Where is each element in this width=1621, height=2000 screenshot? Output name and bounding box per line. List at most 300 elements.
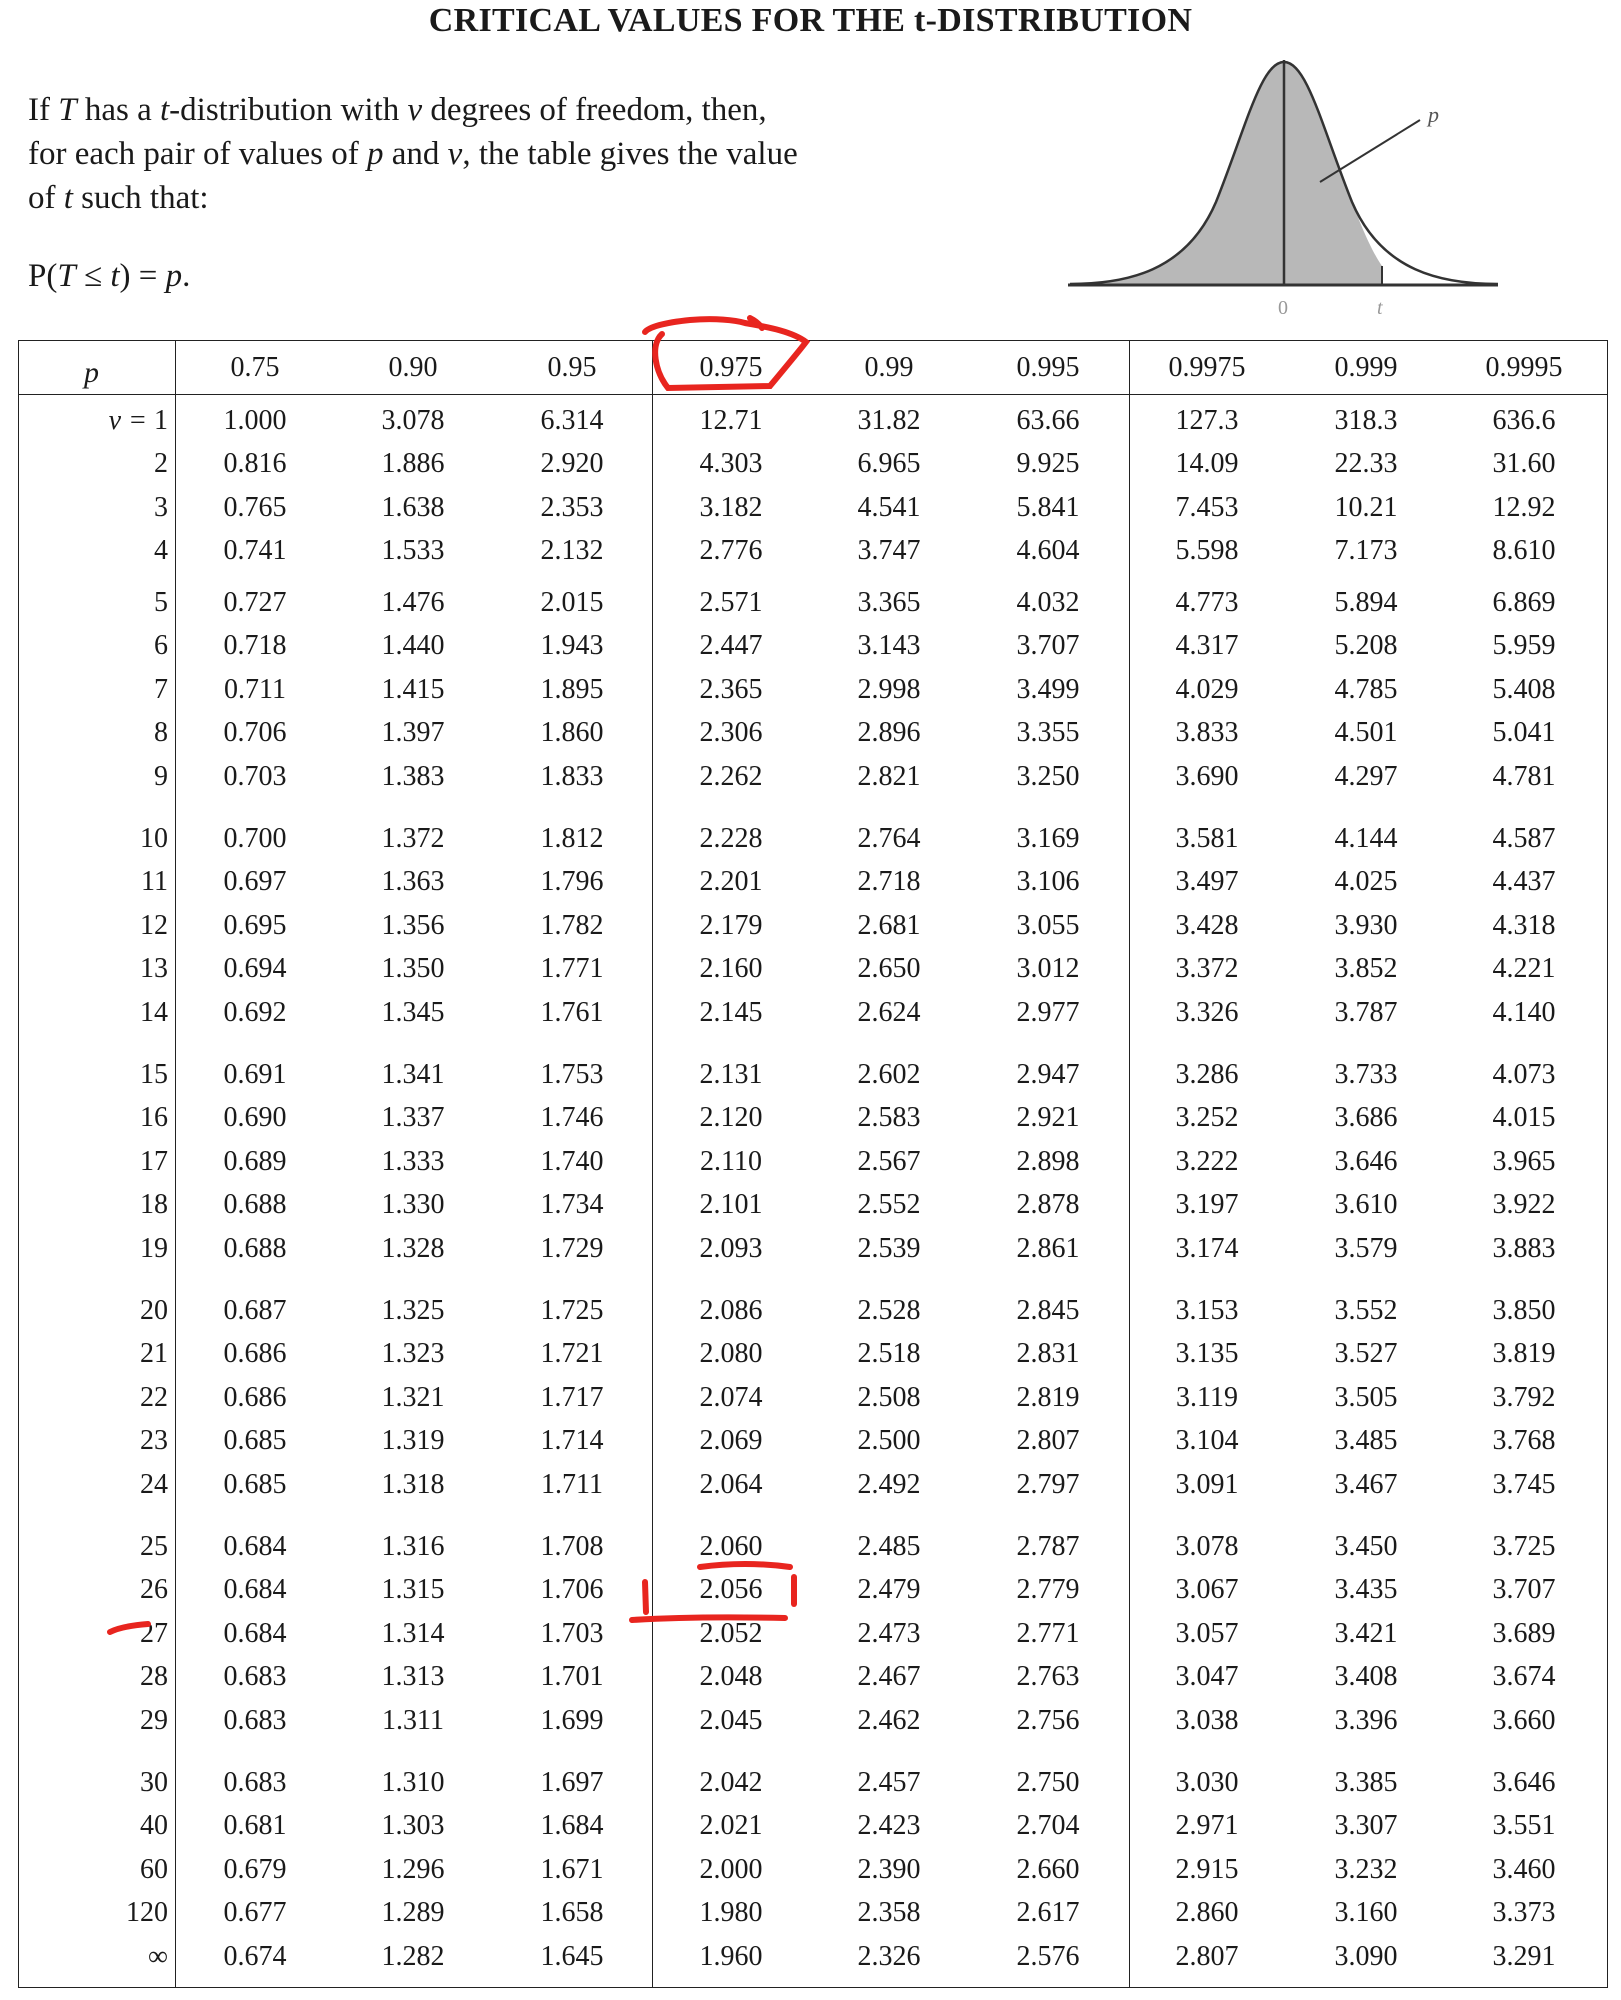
table-cell: 1.316	[381, 1531, 445, 1562]
table-cell: 3.460	[1492, 1853, 1556, 1885]
table-cell: 3.012	[1016, 953, 1080, 985]
table-cell: 0.683	[223, 1704, 287, 1736]
table-cell: 3.372	[1175, 953, 1239, 985]
table-cell: 4.773	[1175, 587, 1239, 618]
table-cell: 2.358	[857, 1897, 921, 1929]
table-cell: 4.604	[1016, 535, 1080, 567]
nu-value: 120	[126, 1897, 168, 1929]
label-t: t	[1377, 297, 1383, 319]
nu-label	[40, 630, 168, 662]
nu-label	[40, 1469, 168, 1501]
table-cell: 3.250	[1016, 760, 1080, 792]
table-cell: 2.571	[699, 587, 763, 618]
table-cell: 2.306	[699, 717, 763, 749]
nu-value: 5	[154, 587, 168, 618]
table-cell: 1.895	[540, 673, 604, 705]
table-cell: 0.685	[223, 1425, 287, 1457]
table-cell: 2.479	[857, 1574, 921, 1606]
table-cell: 12.71	[699, 405, 763, 436]
intro-line-2: for each pair of values of p and ν, the table gives the value	[28, 136, 798, 172]
table-cell: 1.296	[381, 1853, 445, 1885]
probability-formula: P(T ≤ t) = p.	[28, 258, 191, 294]
nu-label	[40, 1059, 168, 1091]
table-cell: 2.069	[699, 1425, 763, 1457]
table-cell: 0.691	[223, 1059, 287, 1090]
nu-label	[40, 1338, 168, 1370]
nu-label	[40, 761, 168, 793]
column-group-divider-1	[652, 340, 653, 1988]
table-cell: 1.860	[540, 717, 604, 749]
table-cell: 2.771	[1016, 1617, 1080, 1649]
table-cell: 4.501	[1334, 717, 1398, 749]
table-cell: 1.372	[381, 823, 445, 854]
table-cell: 3.174	[1175, 1232, 1239, 1264]
nu-value: 21	[140, 1338, 168, 1370]
table-cell: 2.485	[857, 1531, 921, 1562]
table-cell: 1.397	[381, 717, 445, 749]
table-cell: 22.33	[1334, 448, 1398, 480]
nu-prefix: ν =	[108, 405, 154, 436]
nu-value: 1	[154, 405, 168, 436]
table-cell: 2.086	[699, 1295, 763, 1326]
nu-value: 60	[140, 1853, 168, 1885]
nu-value: 2	[154, 448, 168, 480]
table-cell: 1.684	[540, 1810, 604, 1842]
intro-line-3: of t such that:	[28, 180, 209, 216]
table-cell: 1.725	[540, 1295, 604, 1326]
table-cell: 3.030	[1175, 1767, 1239, 1798]
table-cell: 0.816	[223, 448, 287, 480]
table-cell: 3.610	[1334, 1189, 1398, 1221]
table-cell: 1.311	[382, 1704, 444, 1736]
table-cell: 3.182	[699, 491, 763, 523]
table-cell: 3.527	[1334, 1338, 1398, 1370]
table-cell: 1.833	[540, 760, 604, 792]
table-cell: 3.373	[1492, 1897, 1556, 1929]
nu-value: 3	[154, 491, 168, 523]
table-cell: 0.686	[223, 1381, 287, 1413]
table-cell: 1.703	[540, 1617, 604, 1649]
table-cell: 318.3	[1334, 405, 1398, 436]
nu-value: 10	[140, 823, 168, 854]
table-cell: 0.689	[223, 1145, 287, 1177]
table-cell: 3.067	[1175, 1574, 1239, 1606]
nu-value: 12	[140, 909, 168, 941]
table-cell: 14.09	[1175, 448, 1239, 480]
table-cell: 0.727	[223, 587, 287, 618]
header-divider	[18, 394, 1608, 395]
table-cell: 0.683	[223, 1767, 287, 1798]
table-cell: 3.160	[1334, 1897, 1398, 1929]
table-cell: 2.508	[857, 1381, 921, 1413]
table-cell: 2.064	[699, 1468, 763, 1500]
table-cell: 3.485	[1334, 1425, 1398, 1457]
p-value-header: 0.9975	[1168, 352, 1246, 383]
table-cell: 2.353	[540, 491, 604, 523]
table-cell: 2.624	[857, 996, 921, 1028]
p-value-header: 0.995	[1016, 352, 1080, 383]
table-cell: 0.718	[223, 630, 287, 662]
nu-value: 7	[154, 673, 168, 705]
table-cell: 2.896	[857, 717, 921, 749]
table-cell: 2.776	[699, 535, 763, 567]
table-cell: 2.074	[699, 1381, 763, 1413]
nu-label	[40, 1531, 168, 1563]
table-cell: 0.703	[223, 760, 287, 792]
table-cell: 2.201	[699, 866, 763, 898]
table-cell: 2.423	[857, 1810, 921, 1842]
table-cell: 3.467	[1334, 1468, 1398, 1500]
nu-value: 24	[140, 1468, 168, 1500]
table-cell: 2.101	[699, 1189, 763, 1221]
table-cell: 3.286	[1175, 1059, 1239, 1090]
table-cell: 1.701	[540, 1661, 604, 1693]
table-cell: 4.015	[1492, 1102, 1556, 1134]
table-cell: 2.052	[699, 1617, 763, 1649]
table-cell: 2.132	[540, 535, 604, 567]
table-cell: 1.337	[381, 1102, 445, 1134]
nu-value: 30	[140, 1767, 168, 1798]
table-cell: 5.894	[1334, 587, 1398, 618]
table-cell: 2.015	[540, 587, 604, 618]
table-cell: 2.998	[857, 673, 921, 705]
table-cell: 1.671	[540, 1853, 604, 1885]
nu-value: 26	[140, 1574, 168, 1606]
table-cell: 2.326	[857, 1940, 921, 1972]
table-cell: 0.700	[223, 823, 287, 854]
table-cell: 4.032	[1016, 587, 1080, 618]
table-cell: 4.221	[1492, 953, 1556, 985]
table-cell: 3.104	[1175, 1425, 1239, 1457]
table-cell: 4.781	[1492, 760, 1556, 792]
table-cell: 1.714	[540, 1425, 604, 1457]
table-cell: 3.792	[1492, 1381, 1556, 1413]
table-cell: 3.307	[1334, 1810, 1398, 1842]
table-cell: 2.447	[699, 630, 763, 662]
table-cell: 1.658	[540, 1897, 604, 1929]
p-value-header: 0.90	[388, 352, 438, 383]
table-cell: 1.796	[540, 866, 604, 898]
table-cell: 3.197	[1175, 1189, 1239, 1221]
nu-label	[40, 1574, 168, 1606]
table-cell: 0.688	[223, 1232, 287, 1264]
table-cell: 3.106	[1016, 866, 1080, 898]
p-value-header: 0.9995	[1485, 352, 1563, 383]
table-cell: 3.232	[1334, 1853, 1398, 1885]
table-cell: 2.971	[1175, 1810, 1239, 1842]
table-cell: 4.297	[1334, 760, 1398, 792]
table-cell: 3.090	[1334, 1940, 1398, 1972]
nu-label	[40, 1295, 168, 1327]
table-cell: 2.021	[699, 1810, 763, 1842]
table-cell: 3.396	[1334, 1704, 1398, 1736]
table-cell: 4.025	[1334, 866, 1398, 898]
nu-value: 8	[154, 717, 168, 749]
table-cell: 1.645	[540, 1940, 604, 1972]
nu-label	[40, 492, 168, 524]
table-cell: 2.492	[857, 1468, 921, 1500]
table-cell: 3.505	[1334, 1381, 1398, 1413]
table-cell: 0.677	[223, 1897, 287, 1929]
table-cell: 3.551	[1492, 1810, 1556, 1842]
table-cell: 0.679	[223, 1853, 287, 1885]
nu-value: 18	[140, 1189, 168, 1221]
table-cell: 3.707	[1492, 1574, 1556, 1606]
table-cell: 2.947	[1016, 1059, 1080, 1090]
nu-label	[40, 535, 168, 567]
table-cell: 2.750	[1016, 1767, 1080, 1798]
table-cell: 3.768	[1492, 1425, 1556, 1457]
nu-label	[40, 1661, 168, 1693]
table-cell: 2.045	[699, 1704, 763, 1736]
table-cell: 1.717	[540, 1381, 604, 1413]
table-cell: 2.060	[699, 1531, 763, 1562]
column-group-divider-2	[1129, 340, 1130, 1988]
p-pointer-line	[1320, 120, 1420, 182]
table-cell: 2.000	[699, 1853, 763, 1885]
table-cell: 0.688	[223, 1189, 287, 1221]
table-cell: 2.602	[857, 1059, 921, 1090]
table-cell: 1.303	[381, 1810, 445, 1842]
table-cell: 1.729	[540, 1232, 604, 1264]
table-cell: 3.421	[1334, 1617, 1398, 1649]
table-cell: 8.610	[1492, 535, 1556, 567]
table-cell: 0.694	[223, 953, 287, 985]
nu-label	[40, 910, 168, 942]
table-cell: 2.583	[857, 1102, 921, 1134]
nu-label	[40, 448, 168, 480]
table-cell: 3.435	[1334, 1574, 1398, 1606]
table-cell: 1.782	[540, 909, 604, 941]
table-cell: 3.747	[857, 535, 921, 567]
table-cell: 3.833	[1175, 717, 1239, 749]
table-cell: 3.674	[1492, 1661, 1556, 1693]
table-cell: 4.317	[1175, 630, 1239, 662]
p-value-header: 0.975	[699, 352, 763, 383]
table-cell: 3.047	[1175, 1661, 1239, 1693]
table-cell: 1.638	[381, 491, 445, 523]
table-cell: 636.6	[1492, 405, 1556, 436]
table-cell: 2.539	[857, 1232, 921, 1264]
nu-label	[40, 1767, 168, 1799]
table-cell: 1.753	[540, 1059, 604, 1090]
nu-value: 25	[140, 1531, 168, 1562]
table-cell: 1.314	[381, 1617, 445, 1649]
table-cell: 3.850	[1492, 1295, 1556, 1326]
table-cell: 3.091	[1175, 1468, 1239, 1500]
table-cell: 2.042	[699, 1767, 763, 1798]
table-cell: 2.718	[857, 866, 921, 898]
p-value-header: 0.75	[230, 352, 280, 383]
table-cell: 3.291	[1492, 1940, 1556, 1972]
table-cell: 1.321	[381, 1381, 445, 1413]
nu-label	[40, 1146, 168, 1178]
table-cell: 0.686	[223, 1338, 287, 1370]
table-cell: 5.959	[1492, 630, 1556, 662]
table-cell: 2.845	[1016, 1295, 1080, 1326]
table-cell: 2.179	[699, 909, 763, 941]
table-cell: 2.756	[1016, 1704, 1080, 1736]
nu-column-divider	[175, 340, 176, 1988]
table-cell: 1.440	[381, 630, 445, 662]
table-cell: 4.140	[1492, 996, 1556, 1028]
p-value-header: 0.99	[864, 352, 914, 383]
table-cell: 4.318	[1492, 909, 1556, 941]
table-cell: 4.073	[1492, 1059, 1556, 1090]
table-cell: 3.326	[1175, 996, 1239, 1028]
nu-value: 15	[140, 1059, 168, 1090]
nu-value: 20	[140, 1295, 168, 1326]
table-cell: 2.457	[857, 1767, 921, 1798]
table-cell: 2.262	[699, 760, 763, 792]
table-cell: 3.707	[1016, 630, 1080, 662]
table-cell: 1.415	[381, 673, 445, 705]
table-cell: 1.356	[381, 909, 445, 941]
nu-label	[40, 953, 168, 985]
table-cell: 2.462	[857, 1704, 921, 1736]
table-cell: 2.145	[699, 996, 763, 1028]
p-value-header: 0.95	[547, 352, 597, 383]
nu-value: 14	[140, 996, 168, 1028]
nu-value: 11	[141, 866, 168, 898]
table-cell: 7.453	[1175, 491, 1239, 523]
table-cell: 31.82	[857, 405, 921, 436]
table-cell: 2.660	[1016, 1853, 1080, 1885]
table-cell: 1.886	[381, 448, 445, 480]
table-cell: 2.093	[699, 1232, 763, 1264]
table-cell: 6.965	[857, 448, 921, 480]
table-cell: 0.692	[223, 996, 287, 1028]
table-cell: 1.315	[381, 1574, 445, 1606]
table-cell: 2.920	[540, 448, 604, 480]
table-cell: 4.437	[1492, 866, 1556, 898]
table-cell: 3.646	[1492, 1767, 1556, 1798]
table-cell: 3.153	[1175, 1295, 1239, 1326]
t-distribution-figure	[1066, 52, 1506, 322]
table-cell: 2.797	[1016, 1468, 1080, 1500]
nu-label	[40, 1705, 168, 1737]
nu-label	[40, 1618, 168, 1650]
nu-label	[40, 587, 168, 619]
table-cell: 1.318	[381, 1468, 445, 1500]
nu-label	[40, 405, 168, 437]
table-cell: 3.745	[1492, 1468, 1556, 1500]
table-cell: 0.681	[223, 1810, 287, 1842]
table-cell: 0.674	[223, 1940, 287, 1972]
table-cell: 0.684	[223, 1574, 287, 1606]
table-cell: 3.057	[1175, 1617, 1239, 1649]
table-cell: 63.66	[1016, 405, 1080, 436]
table-cell: 3.428	[1175, 909, 1239, 941]
nu-value: 27	[140, 1617, 168, 1649]
nu-value: 16	[140, 1102, 168, 1134]
table-cell: 6.869	[1492, 587, 1556, 618]
table-cell: 1.325	[381, 1295, 445, 1326]
table-cell: 3.135	[1175, 1338, 1239, 1370]
table-cell: 12.92	[1492, 491, 1556, 523]
table-cell: 1.699	[540, 1704, 604, 1736]
nu-value: 13	[140, 953, 168, 985]
table-cell: 3.552	[1334, 1295, 1398, 1326]
table-cell: 0.697	[223, 866, 287, 898]
table-cell: 2.131	[699, 1059, 763, 1090]
nu-label	[40, 1897, 168, 1929]
nu-label	[40, 717, 168, 749]
nu-value: 22	[140, 1381, 168, 1413]
nu-label	[40, 823, 168, 855]
table-cell: 2.567	[857, 1145, 921, 1177]
nu-label	[40, 1382, 168, 1414]
table-cell: 0.683	[223, 1661, 287, 1693]
table-cell: 2.120	[699, 1102, 763, 1134]
table-cell: 4.785	[1334, 673, 1398, 705]
table-cell: 2.898	[1016, 1145, 1080, 1177]
table-cell: 2.390	[857, 1853, 921, 1885]
nu-label	[40, 1189, 168, 1221]
table-cell: 4.144	[1334, 823, 1398, 854]
table-cell: 3.852	[1334, 953, 1398, 985]
table-cell: 2.552	[857, 1189, 921, 1221]
table-cell: 2.365	[699, 673, 763, 705]
table-cell: 6.314	[540, 405, 604, 436]
table-cell: 7.173	[1334, 535, 1398, 567]
table-cell: 3.689	[1492, 1617, 1556, 1649]
nu-value: 23	[140, 1425, 168, 1457]
table-cell: 3.143	[857, 630, 921, 662]
table-cell: 1.533	[381, 535, 445, 567]
table-cell: 1.383	[381, 760, 445, 792]
table-cell: 2.787	[1016, 1531, 1080, 1562]
table-cell: 3.686	[1334, 1102, 1398, 1134]
table-cell: 4.303	[699, 448, 763, 480]
table-cell: 3.038	[1175, 1704, 1239, 1736]
table-cell: 2.048	[699, 1661, 763, 1693]
table-cell: 1.746	[540, 1102, 604, 1134]
nu-label	[40, 866, 168, 898]
table-cell: 1.697	[540, 1767, 604, 1798]
table-cell: 2.921	[1016, 1102, 1080, 1134]
table-cell: 2.764	[857, 823, 921, 854]
table-cell: 3.055	[1016, 909, 1080, 941]
label-p: p	[1428, 102, 1439, 127]
table-cell: 2.977	[1016, 996, 1080, 1028]
table-cell: 2.080	[699, 1338, 763, 1370]
table-cell: 0.706	[223, 717, 287, 749]
table-cell: 3.222	[1175, 1145, 1239, 1177]
table-cell: 2.779	[1016, 1574, 1080, 1606]
table-cell: 1.333	[381, 1145, 445, 1177]
table-cell: 31.60	[1492, 448, 1556, 480]
table-cell: 3.408	[1334, 1661, 1398, 1693]
nu-label	[40, 1425, 168, 1457]
table-cell: 2.576	[1016, 1940, 1080, 1972]
nu-value: 4	[154, 535, 168, 567]
table-cell: 1.310	[381, 1767, 445, 1798]
table-cell: 3.690	[1175, 760, 1239, 792]
table-cell: 1.761	[540, 996, 604, 1028]
table-cell: 1.740	[540, 1145, 604, 1177]
nu-value: 17	[140, 1145, 168, 1177]
table-cell: 3.733	[1334, 1059, 1398, 1090]
table-cell: 0.684	[223, 1531, 287, 1562]
table-cell: 2.763	[1016, 1661, 1080, 1693]
table-cell: 1.341	[381, 1059, 445, 1090]
table-cell: 3.252	[1175, 1102, 1239, 1134]
table-cell: 9.925	[1016, 448, 1080, 480]
table-cell: 2.861	[1016, 1232, 1080, 1264]
table-cell: 3.169	[1016, 823, 1080, 854]
table-cell: 1.282	[381, 1940, 445, 1972]
